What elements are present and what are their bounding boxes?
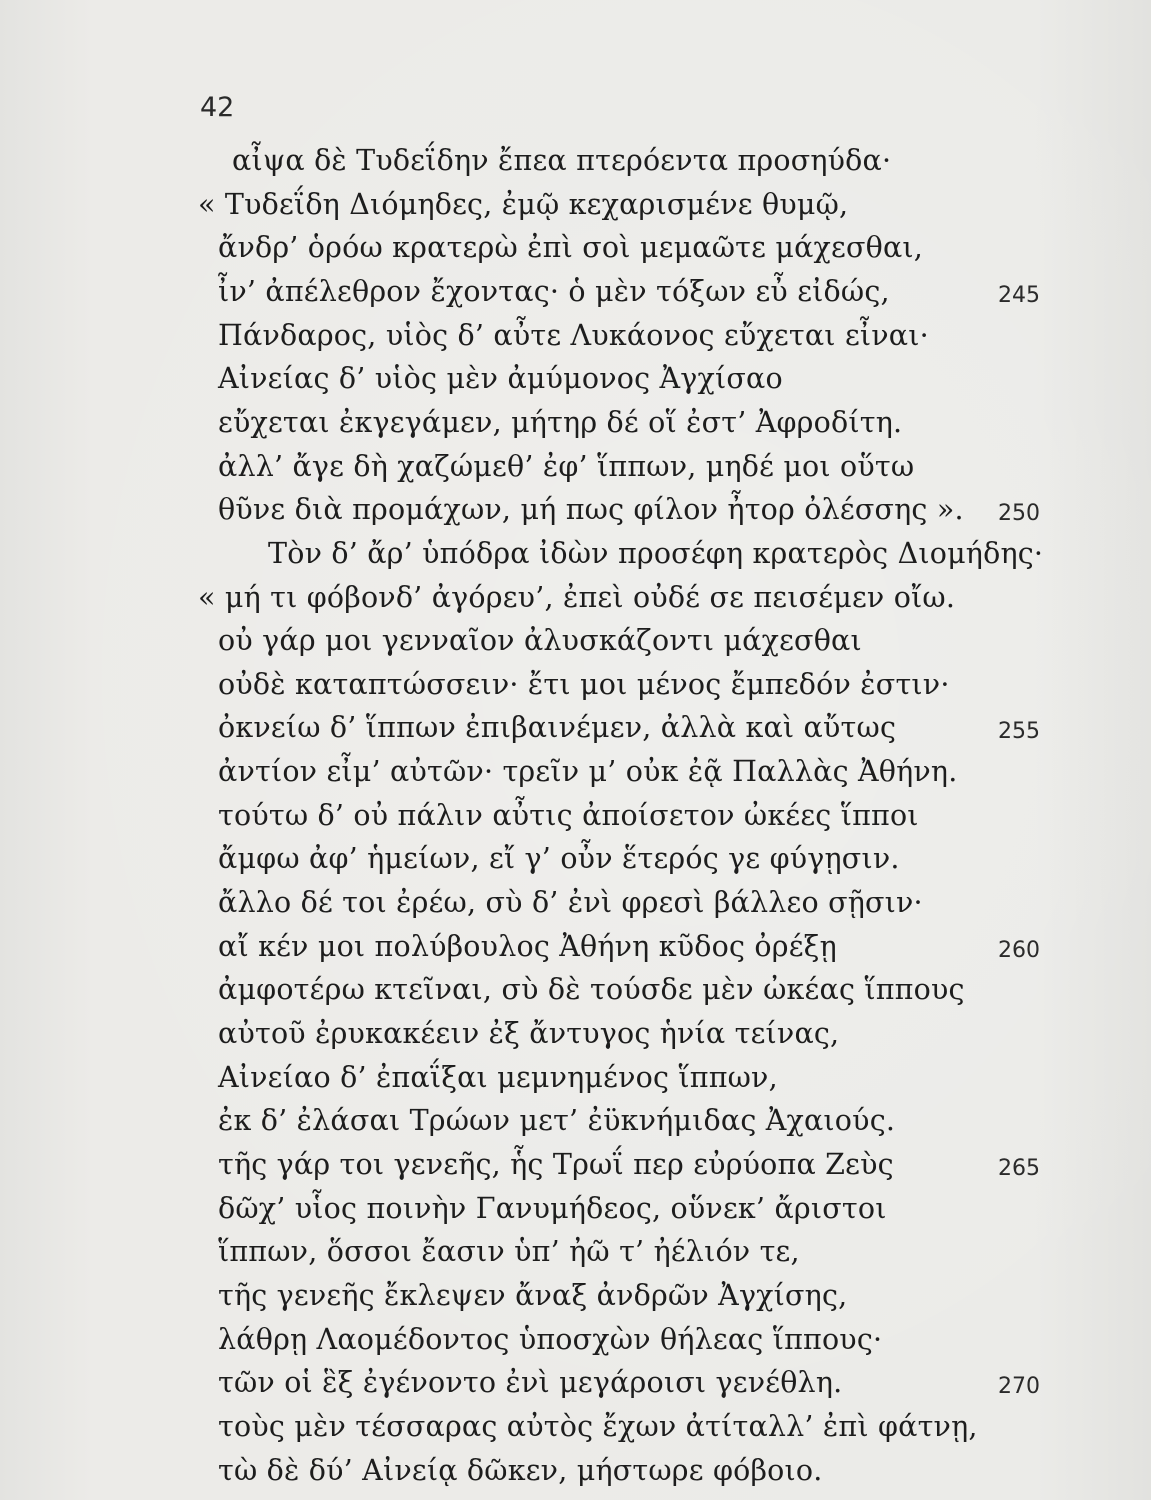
verse-line: τούτω δ’ οὐ πάλιν αὖτις ἀποίσετον ὠκέες ἵπποι bbox=[218, 798, 919, 832]
verse-line: Τὸν δ’ ἄρ’ ὑπόδρα ἰδὼν προσέφη κρατερὸς Διομήδης· bbox=[268, 536, 1044, 570]
verse-line: ἵππων, ὅσσοι ἔασιν ὑπ’ ἠῶ τ’ ἠέλιόν τε, bbox=[218, 1235, 800, 1269]
verse-line: Αἰνείας δ’ υἱὸς μὲν ἀμύμονος Ἀγχίσαο bbox=[218, 362, 783, 396]
verse-line: ἄλλο δέ τοι ἐρέω, σὺ δ’ ἐνὶ φρεσὶ βάλλεο σῇσιν· bbox=[218, 886, 923, 920]
line-number: 260 bbox=[998, 937, 1040, 963]
line-number: 255 bbox=[998, 719, 1040, 745]
line-number: 270 bbox=[998, 1374, 1040, 1400]
verse-line: ἄνδρ’ ὁρόω κρατερὼ ἐπὶ σοὶ μεμαῶτε μάχεσθαι, bbox=[218, 231, 924, 265]
verse-line: ἄμφω ἀφ’ ἡμείων, εἴ γ’ οὖν ἕτερός γε φύγῃσιν. bbox=[218, 842, 900, 876]
verse-line: τῆς γενεῆς ἔκλεψεν ἄναξ ἀνδρῶν Ἀγχίσης, bbox=[218, 1278, 848, 1312]
verse-line: τῶν οἱ ἓξ ἐγένοντο ἐνὶ μεγάροισι γενέθλη. bbox=[218, 1366, 843, 1400]
verse-line: οὐ γάρ μοι γενναῖον ἀλυσκάζοντι μάχεσθαι bbox=[218, 624, 862, 658]
verse-line: αὐτοῦ ἐρυκακέειν ἐξ ἄντυγος ἡνία τείνας, bbox=[218, 1017, 840, 1050]
verse-line: αἴ κέν μοι πολύβουλος Ἀθήνη κῦδος ὀρέξῃ bbox=[218, 929, 837, 963]
verse-line: ἐκ δ’ ἐλάσαι Τρώων μετ’ ἐϋκνήμιδας Ἀχαιούς. bbox=[218, 1104, 896, 1138]
verse-line: δῶχ’ υἷος ποινὴν Γανυμήδεος, οὕνεκ’ ἄριστοι bbox=[218, 1191, 887, 1225]
verse-line: ἀμφοτέρω κτεῖναι, σὺ δὲ τούσδε μὲν ὠκέας ἵππους bbox=[218, 973, 965, 1007]
verse-line: τοὺς μὲν τέσσαρας αὐτὸς ἔχων ἀτίταλλ’ ἐπὶ φάτνῃ, bbox=[218, 1409, 978, 1443]
verse-line: οὐδὲ καταπτώσσειν· ἔτι μοι μένος ἔμπεδόν ἐστιν· bbox=[218, 667, 950, 701]
verse-line: ἶν’ ἀπέλεθρον ἔχοντας· ὁ μὲν τόξων εὖ εἰδώς, bbox=[218, 274, 890, 308]
verse-line: Πάνδαρος, υἱὸς δ’ αὖτε Λυκάονος εὔχεται εἶναι· bbox=[218, 318, 929, 352]
verse-line: τῆς γάρ τοι γενεῆς, ἧς Τρωΐ περ εὐρύοπα Ζεὺς bbox=[218, 1147, 894, 1181]
verse-line: ἀντίον εἶμ’ αὐτῶν· τρεῖν μ’ οὐκ ἐᾷ Παλλὰς Ἀθήνη. bbox=[218, 755, 958, 789]
verse-line: Αἰνείαο δ’ ἐπαΐξαι μεμνημένος ἵππων, bbox=[218, 1060, 778, 1094]
verse-line: θῦνε διὰ προμάχων, μή πως φίλον ἦτορ ὀλέσσης ». bbox=[218, 493, 964, 527]
line-number: 245 bbox=[998, 282, 1040, 308]
verse-line: « μή τι φόβονδ’ ἀγόρευ’, ἐπεὶ οὐδέ σε πεισέμεν οἴω. bbox=[198, 580, 956, 614]
page-number: 42 bbox=[200, 92, 235, 123]
line-number: 265 bbox=[998, 1155, 1040, 1181]
verse-line: ἀλλ’ ἄγε δὴ χαζώμεθ’ ἐφ’ ἵππων, μηδέ μοι οὕτω bbox=[218, 449, 915, 483]
verse-line: ὀκνείω δ’ ἵππων ἐπιβαινέμεν, ἀλλὰ καὶ αὔτως bbox=[218, 711, 897, 745]
verse-line: εὔχεται ἐκγεγάμεν, μήτηρ δέ οἵ ἐστ’ Ἀφροδίτη. bbox=[218, 405, 903, 439]
verse-line: λάθρῃ Λαομέδοντος ὑποσχὼν θήλεας ἵππους· bbox=[218, 1322, 883, 1356]
verse-line: « Τυδεΐδη Διόμηδες, ἐμῷ κεχαρισμένε θυμῷ, bbox=[198, 187, 849, 221]
verse-line: αἶψα δὲ Τυδεΐδην ἔπεα πτερόεντα προσηύδα· bbox=[232, 144, 892, 177]
line-number: 250 bbox=[998, 501, 1040, 527]
verse-line: τὼ δὲ δύ’ Αἰνείᾳ δῶκεν, μήστωρε φόβοιο. bbox=[218, 1453, 823, 1487]
